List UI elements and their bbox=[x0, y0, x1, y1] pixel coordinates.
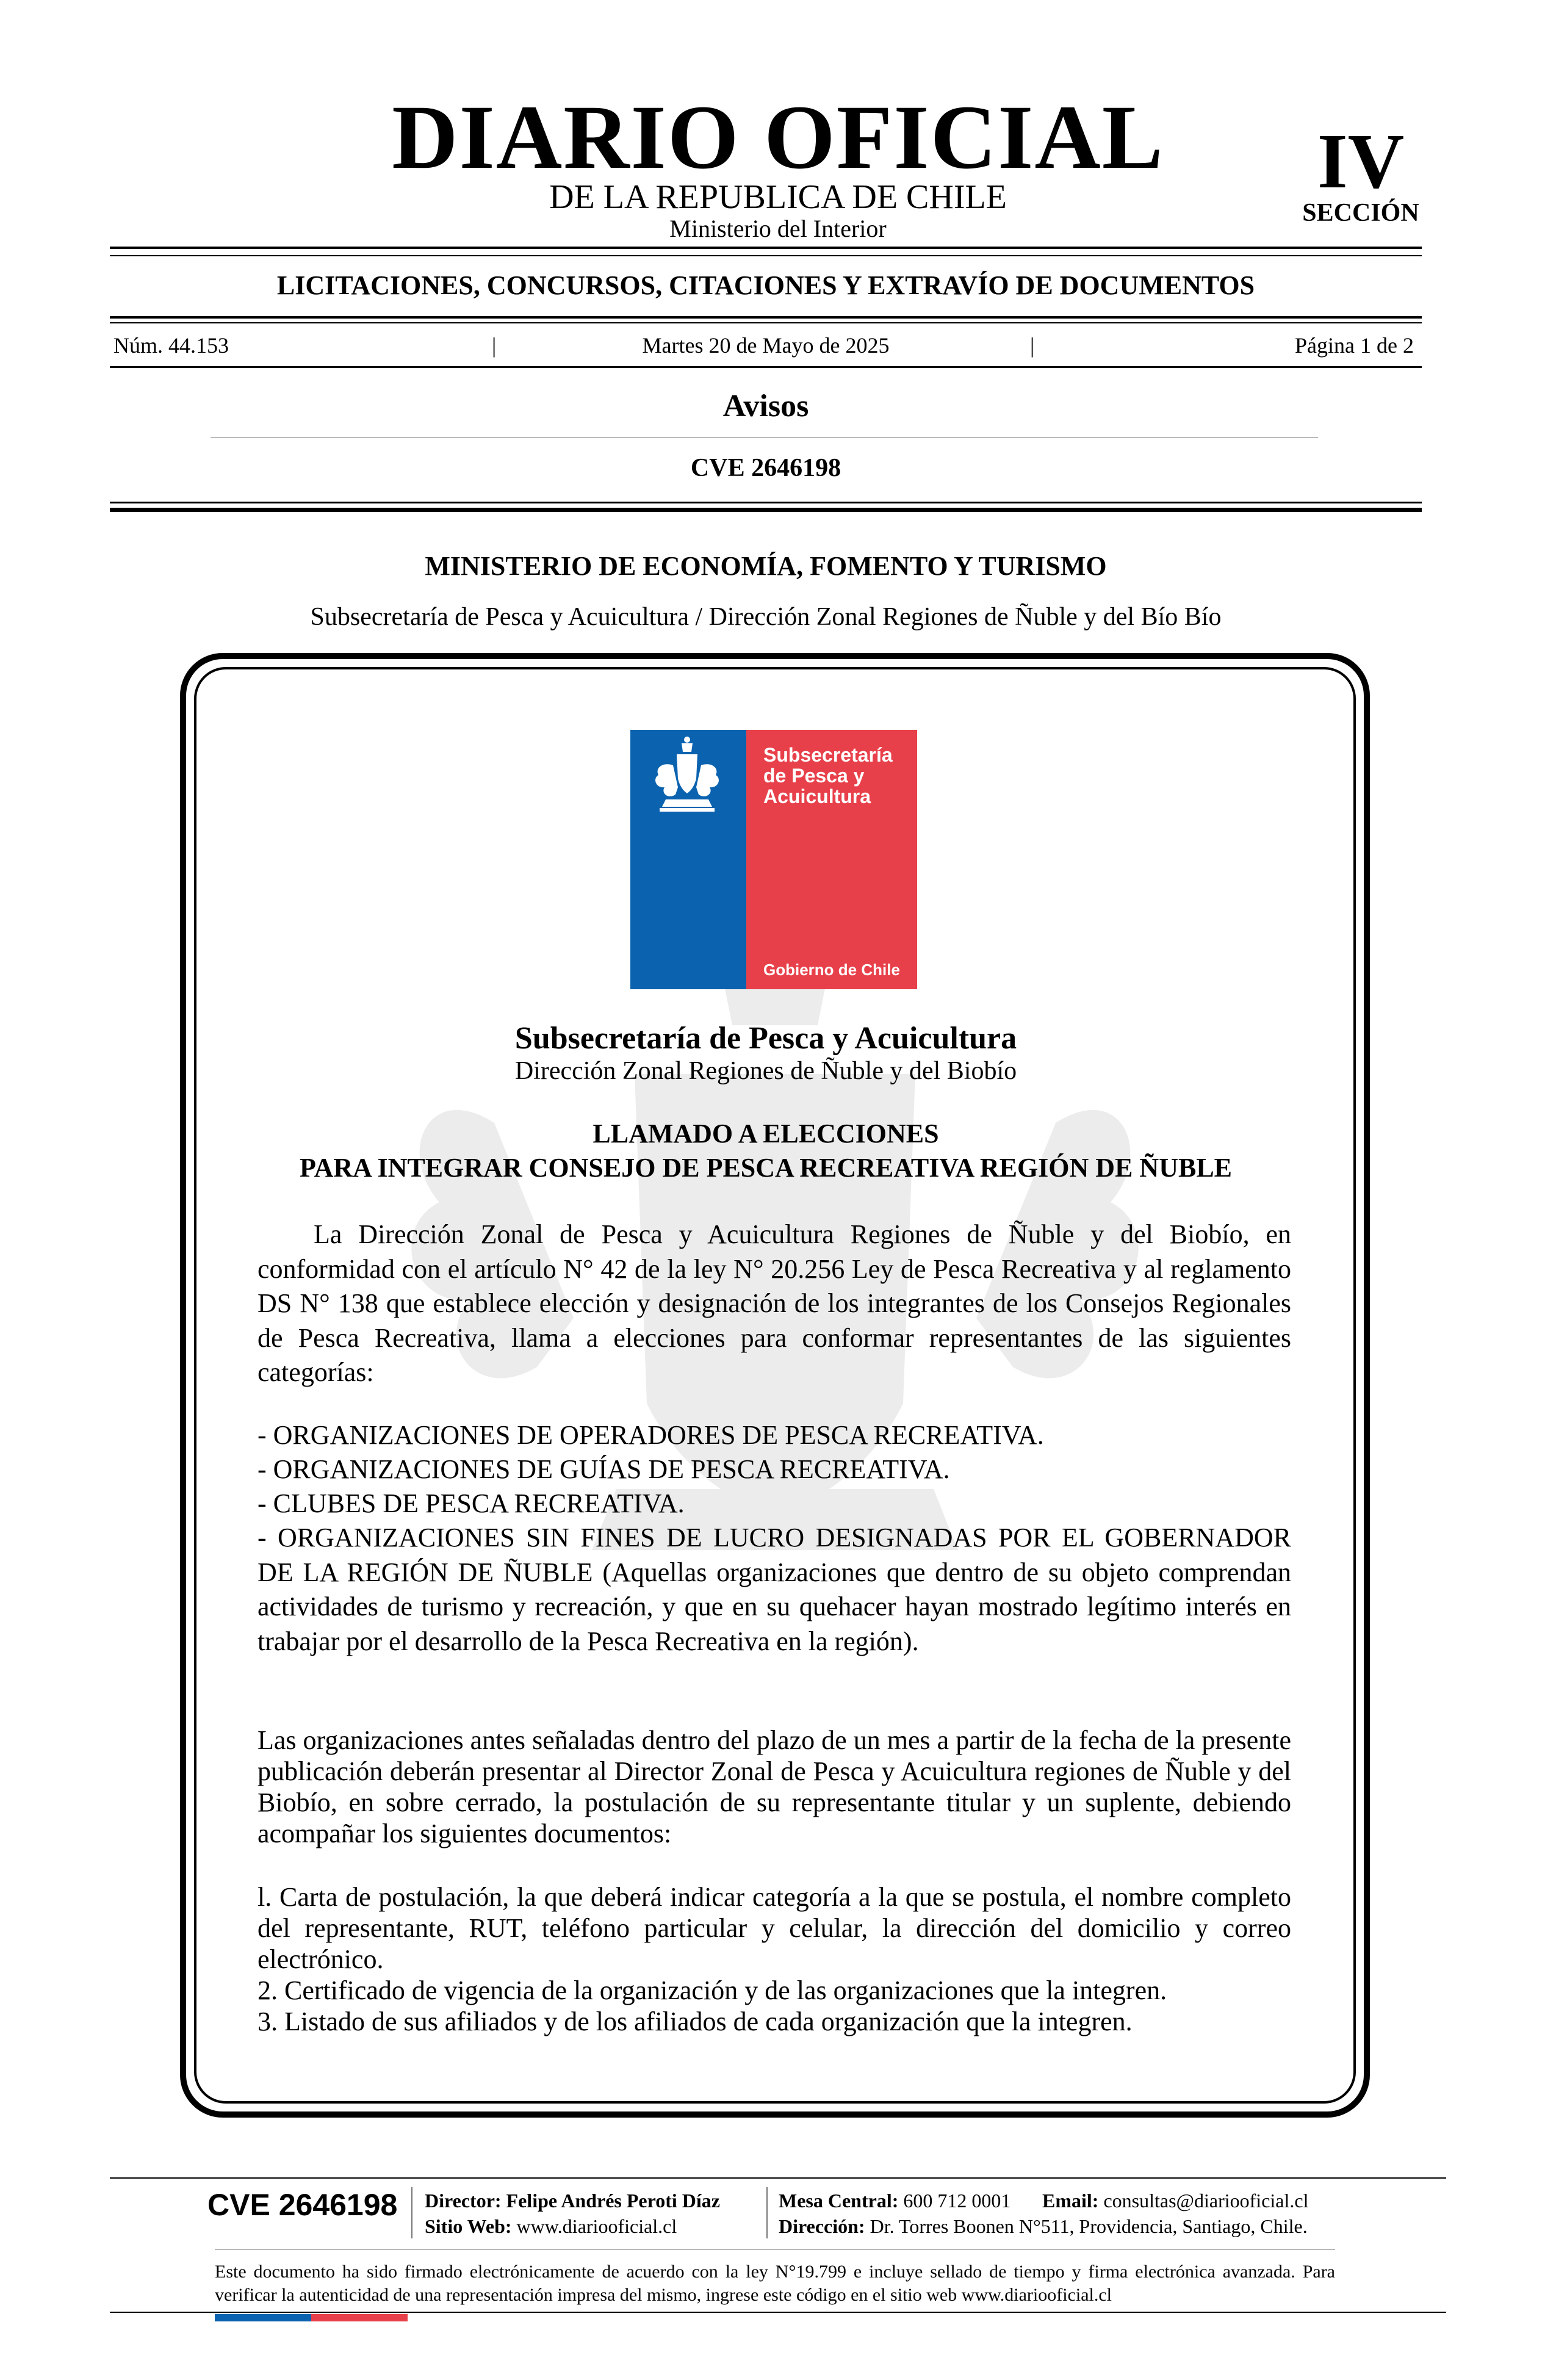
meta-separator: | bbox=[1030, 333, 1035, 358]
footer-site-label: Sitio Web: bbox=[425, 2215, 512, 2237]
issuer-subsecretaria: Subsecretaría de Pesca y Acuicultura / Dirección Zonal Regiones de Ñuble y del Bío Bío bbox=[310, 603, 1222, 631]
category-item: - CLUBES DE PESCA RECREATIVA. bbox=[258, 1488, 685, 1518]
notice-intro-paragraph: La Dirección Zonal de Pesca y Acuicultura Regiones de Ñuble y del Biobío, en conformidad con el artículo N° 42 de la ley N° 20.256 Ley de Pesca Recreativa y al reglamento DS N° 138 que establece elección y designación de los integrantes de los Consejos Regionales de Pesca Recreativa, llama a elecciones para conformar representantes de las siguientes categorías: bbox=[258, 1219, 1291, 1387]
header-rule-top bbox=[110, 502, 1422, 503]
footer-address bbox=[779, 2216, 1308, 2236]
coat-of-arms-icon bbox=[641, 736, 733, 821]
footer-flag-red bbox=[311, 2314, 408, 2321]
footer-mesa-value: 600 712 0001 bbox=[903, 2190, 1011, 2212]
category-rule-top bbox=[110, 316, 1422, 319]
logo-footer: Gobierno de Chile bbox=[763, 961, 900, 979]
header-rule-bottom bbox=[110, 508, 1422, 512]
footer-email-link[interactable]: consultas@diariooficial.cl bbox=[1103, 2190, 1309, 2212]
document-item: 3. Listado de sus afiliados y de los afiliados de cada organización que la integren. bbox=[258, 2007, 1133, 2036]
category-bar: LICITACIONES, CONCURSOS, CITACIONES Y EXTRAVÍO DE DOCUMENTOS bbox=[276, 270, 1255, 300]
footer-legal-notice: Este documento ha sido firmado electrónicamente de acuerdo con la ley N°19.799 e incluye sellado de tiempo y firma electrónica avanzada. Para verificar la autenticidad de una representación impresa del mismo, ingrese este código en el sitio web www.diariooficial.cl bbox=[215, 2262, 1335, 2305]
category-item: - ORGANIZACIONES DE GUÍAS DE PESCA RECREATIVA. bbox=[258, 1454, 950, 1484]
notice-type-divider bbox=[211, 437, 1318, 438]
footer-divider bbox=[411, 2187, 412, 2238]
footer-site-link[interactable]: www.diariooficial.cl bbox=[516, 2215, 677, 2237]
issue-date: Martes 20 de Mayo de 2025 bbox=[642, 333, 890, 358]
logo-text bbox=[763, 745, 916, 807]
document-item: l. Carta de postulación, la que deberá indicar categoría a la que se postula, el nombre completo del representante, RUT, teléfono particular y celular, la dirección del domicilio y correo electrónico. bbox=[258, 1882, 1291, 1974]
document-item: 2. Certificado de vigencia de la organización y de las organizaciones que la integren. bbox=[258, 1975, 1167, 2005]
footer-rule-mid bbox=[215, 2249, 1335, 2250]
masthead-rule-bottom bbox=[110, 255, 1422, 256]
footer-site bbox=[425, 2216, 677, 2236]
notice-title: PARA INTEGRAR CONSEJO DE PESCA RECREATIVA REGIÓN DE ÑUBLE bbox=[299, 1153, 1233, 1183]
notice-requirements-paragraph: Las organizaciones antes señaladas dentro del plazo de un mes a partir de la fecha de la presente publicación deberán presentar al Director Zonal de Pesca y Acuicultura regiones de Ñuble y del Biobío, en sobre cerrado, la postulación de su representante titular y un suplente, debiendo acompañar los siguientes documentos: bbox=[258, 1725, 1291, 1848]
footer-address-value: Dr. Torres Boonen N°511, Providencia, Santiago, Chile. bbox=[870, 2215, 1308, 2237]
footer-mesa bbox=[779, 2191, 1010, 2210]
masthead-ministry: Ministerio del Interior bbox=[669, 215, 887, 242]
logo-text-line: Subsecretaría bbox=[763, 744, 893, 766]
footer-divider bbox=[766, 2187, 768, 2238]
logo-text-line: de Pesca y bbox=[763, 765, 865, 787]
cve-code: CVE 2646198 bbox=[690, 454, 841, 482]
footer-rule-bottom bbox=[110, 2312, 1446, 2313]
notice-type: Avisos bbox=[722, 389, 809, 424]
masthead-subtitle: DE LA REPUBLICA DE CHILE bbox=[549, 178, 1007, 216]
masthead-rule-top bbox=[110, 247, 1422, 249]
notice-org-name: Subsecretaría de Pesca y Acuicultura bbox=[514, 1021, 1017, 1056]
meta-rule bbox=[110, 366, 1422, 368]
masthead-title: DIARIO OFICIAL bbox=[392, 87, 1164, 188]
notice-org-dept: Dirección Zonal Regiones de Ñuble y del Biobío bbox=[514, 1057, 1017, 1085]
section-number: IV bbox=[1317, 118, 1405, 204]
footer-rule-top bbox=[110, 2177, 1446, 2179]
footer-director-label: Director: bbox=[425, 2190, 502, 2212]
meta-separator: | bbox=[492, 333, 497, 358]
category-rule-bottom bbox=[110, 322, 1422, 323]
footer-flag-blue bbox=[215, 2314, 311, 2321]
footer-email-label: Email: bbox=[1042, 2190, 1099, 2212]
footer-address-label: Dirección: bbox=[779, 2215, 865, 2237]
issue-number: Núm. 44.153 bbox=[113, 333, 229, 358]
page-count: Página 1 de 2 bbox=[1295, 333, 1414, 358]
logo-text-line: Acuicultura bbox=[763, 785, 871, 807]
footer-cve: CVE 2646198 bbox=[207, 2188, 398, 2222]
issuer-ministry: MINISTERIO DE ECONOMÍA, FOMENTO Y TURISMO bbox=[425, 551, 1107, 581]
footer-director-name: Felipe Andrés Peroti Díaz bbox=[506, 2190, 720, 2212]
subsecretaria-logo bbox=[630, 730, 917, 989]
notice-title: LLAMADO A ELECCIONES bbox=[593, 1119, 939, 1149]
footer-mesa-label: Mesa Central: bbox=[779, 2190, 899, 2212]
footer-director bbox=[425, 2191, 720, 2210]
footer-email bbox=[1042, 2191, 1308, 2210]
category-item: - ORGANIZACIONES DE OPERADORES DE PESCA RECREATIVA. bbox=[258, 1420, 1044, 1450]
category-item: - ORGANIZACIONES SIN FINES DE LUCRO DESIGNADAS POR EL GOBERNADOR DE LA REGIÓN DE ÑUBLE (Aquellas organizaciones que dentro de su objeto comprendan actividades de turismo y recreación, y que en su quehacer hayan mostrado legítimo interés en trabajar por el desarrollo de la Pesca Recreativa en la región). bbox=[258, 1523, 1291, 1656]
section-label: SECCIÓN bbox=[1302, 199, 1419, 227]
